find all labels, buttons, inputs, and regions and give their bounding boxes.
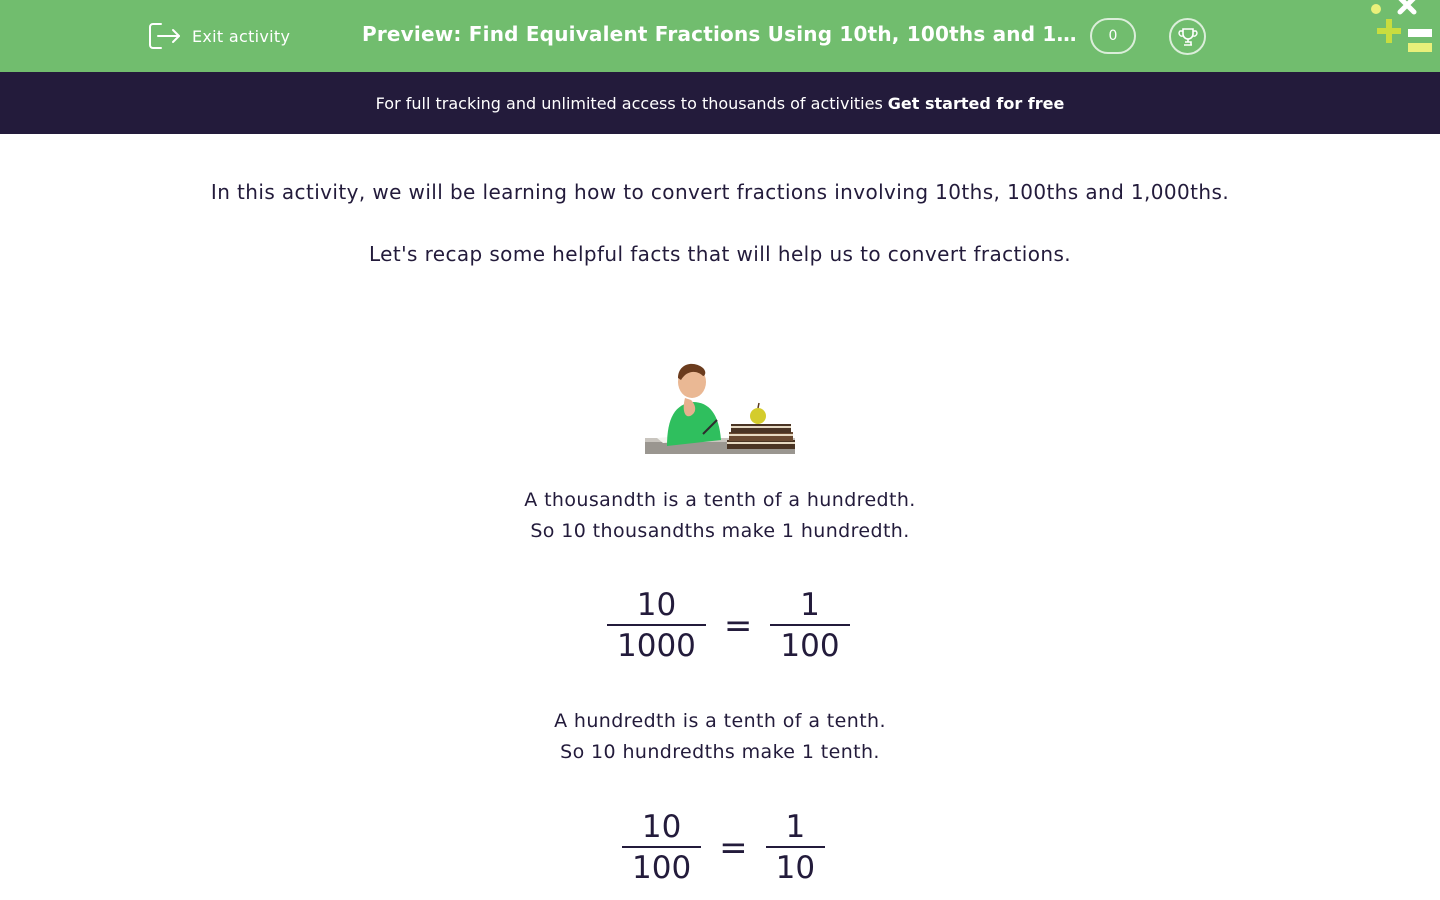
fraction-bar [622,846,701,848]
fact-line: A hundredth is a tenth of a tenth. [554,710,886,732]
equals-sign: = [723,605,753,646]
exit-activity-label: Exit activity [192,26,291,46]
boy-thinking-at-desk-image [645,358,795,454]
fraction-bar [770,624,849,626]
numerator: 1 [785,809,806,845]
numerator: 1 [800,587,820,623]
signup-banner [0,72,1440,134]
recap-text: Let's recap some helpful facts that will help us to convert fractions. [368,242,1072,266]
denominator: 10 [775,850,816,886]
denominator: 100 [780,628,840,664]
fraction-bar [766,846,825,848]
fact-thousandths [0,485,1440,547]
numerator: 10 [641,809,682,845]
numerator: 10 [636,587,677,623]
activity-title: Preview: Find Equivalent Fractions Using 10th, 100ths and 1… [362,22,1077,46]
plus-times-equals-logo [1366,0,1440,58]
activity-content [0,134,1440,900]
trophy-icon [1177,26,1199,48]
fact-hundredths [0,706,1440,768]
equation-hundredths [622,810,825,885]
exit-activity-button[interactable] [148,20,290,52]
trophy-button[interactable] [1169,18,1206,55]
fraction-bar [607,624,706,626]
fact-line: So 10 hundredths make 1 tenth. [560,741,880,763]
score-counter: 0 [1090,18,1136,54]
fraction-right [766,810,825,885]
equation-thousandths [607,588,850,663]
fraction-right [770,588,849,663]
get-started-link[interactable]: Get started for free [887,93,1065,113]
denominator: 1000 [617,628,696,664]
top-bar [0,0,1440,72]
denominator: 100 [632,850,692,886]
banner-text: For full tracking and unlimited access to thousands of activities [375,93,883,113]
exit-door-icon [148,21,182,51]
fact-line: So 10 thousandths make 1 hundredth. [530,520,910,542]
fact-line: A thousandth is a tenth of a hundredth. [524,489,916,511]
equals-sign: = [719,827,748,868]
fraction-left [607,588,706,663]
intro-text: In this activity, we will be learning how to convert fractions involving 10ths, 100ths and 1,000ths. [210,180,1230,204]
fraction-left [622,810,701,885]
